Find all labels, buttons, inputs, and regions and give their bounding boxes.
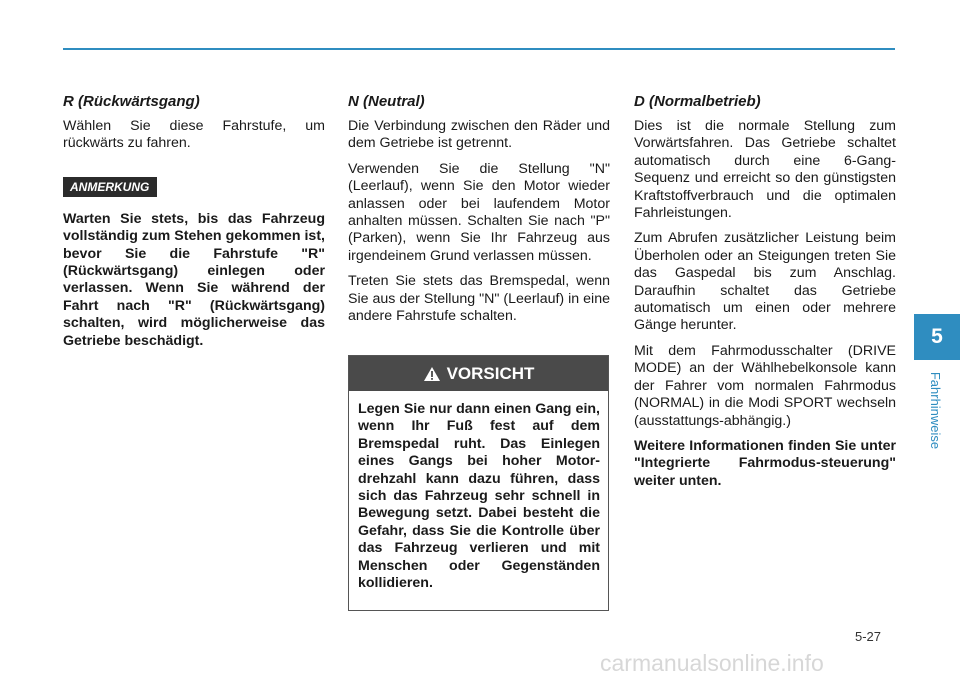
chapter-label-text: Fahrhinweise <box>928 371 944 449</box>
warning-triangle-icon <box>423 366 441 382</box>
note-badge: ANMERKUNG <box>63 177 157 197</box>
caution-text: Legen Sie nur dann einen Gang ein, wenn Ihr Fuß fest auf dem Bremspedal ruht. Das Einlegen eines Gangs bei hoher Motor-drehzahl kann dazu führen, dass sich das Fahrzeug sehr schnell in Bewegung setzt. Dabei besteht die Gefahr, dass Sie die Kontrolle über das Fahrzeug verlieren und mit Menschen oder Gegenständen kollidieren. <box>358 401 600 592</box>
watermark: carmanualsonline.info <box>600 650 824 676</box>
heading-d-drive: D (Normalbetrieb) <box>634 93 761 110</box>
column-n-neutral <box>348 92 610 333</box>
paragraph-d-4: Weitere Informationen finden Sie unter "Integrierte Fahrmodus-steuerung" weiter unten. <box>634 437 896 489</box>
heading-r-reverse: R (Rückwärtsgang) <box>63 93 200 110</box>
paragraph-r-intro: Wählen Sie diese Fahrstufe, um rückwärts zu fahren. <box>63 118 325 152</box>
caution-box <box>348 355 609 611</box>
paragraph-d-2: Zum Abrufen zusätzlicher Leistung beim Überholen oder an Steigungen treten Sie das Gaspedal bis zum Anschlag. Daraufhin schaltet das Getriebe automatisch um einen oder mehrere Gänge herunter. <box>634 230 896 334</box>
paragraph-n-3: Treten Sie stets das Bremspedal, wenn Sie aus der Stellung "N" (Leerlauf) in eine andere Fahrstufe schalten. <box>348 273 610 325</box>
chapter-side-label <box>916 365 956 455</box>
paragraph-n-1: Die Verbindung zwischen den Räder und dem Getriebe ist getrennt. <box>348 118 610 152</box>
page-number: 5-27 <box>855 629 882 644</box>
top-rule <box>63 48 895 50</box>
paragraph-d-1: Dies ist die normale Stellung zum Vorwärtsfahren. Das Getriebe schaltet automatisch durch eine 6-Gang- Sequenz und erreicht so den günstigsten Kraftstoffverbrauch und die optimalen Fahrleistungen. <box>634 118 896 222</box>
caution-label: VORSICHT <box>446 363 535 383</box>
note-text: Warten Sie stets, bis das Fahrzeug vollständig zum Stehen gekommen ist, bevor Sie die Fahrstufe "R" (Rückwärtsgang) einlegen oder verlassen. Wenn Sie während der Fahrt nach "R" (Rückwärtsgang) schalten, wird möglicherweise das Getriebe beschädigt. <box>63 210 325 349</box>
caution-header <box>349 356 608 391</box>
caution-body <box>349 391 608 592</box>
column-r-reverse <box>63 92 325 358</box>
paragraph-n-2: Verwenden Sie die Stellung "N" (Leerlauf), wenn Sie den Motor wieder anlassen oder bei laufendem Motor anhalten müssen. Schalten Sie nach "P" (Parken), wenn Sie Ihr Fahrzeug aus irgendeinem Grund verlassen müssen. <box>348 160 610 264</box>
chapter-tab: 5 <box>914 314 960 360</box>
column-d-drive <box>634 92 896 498</box>
paragraph-d-3: Mit dem Fahrmodusschalter (DRIVE MODE) an der Wählhebelkonsole kann der Fahrer vom normalen Fahrmodus (NORMAL) in die Modi SPORT wechseln (ausstattungs-abhängig.) <box>634 342 896 429</box>
heading-n-neutral: N (Neutral) <box>348 93 425 110</box>
